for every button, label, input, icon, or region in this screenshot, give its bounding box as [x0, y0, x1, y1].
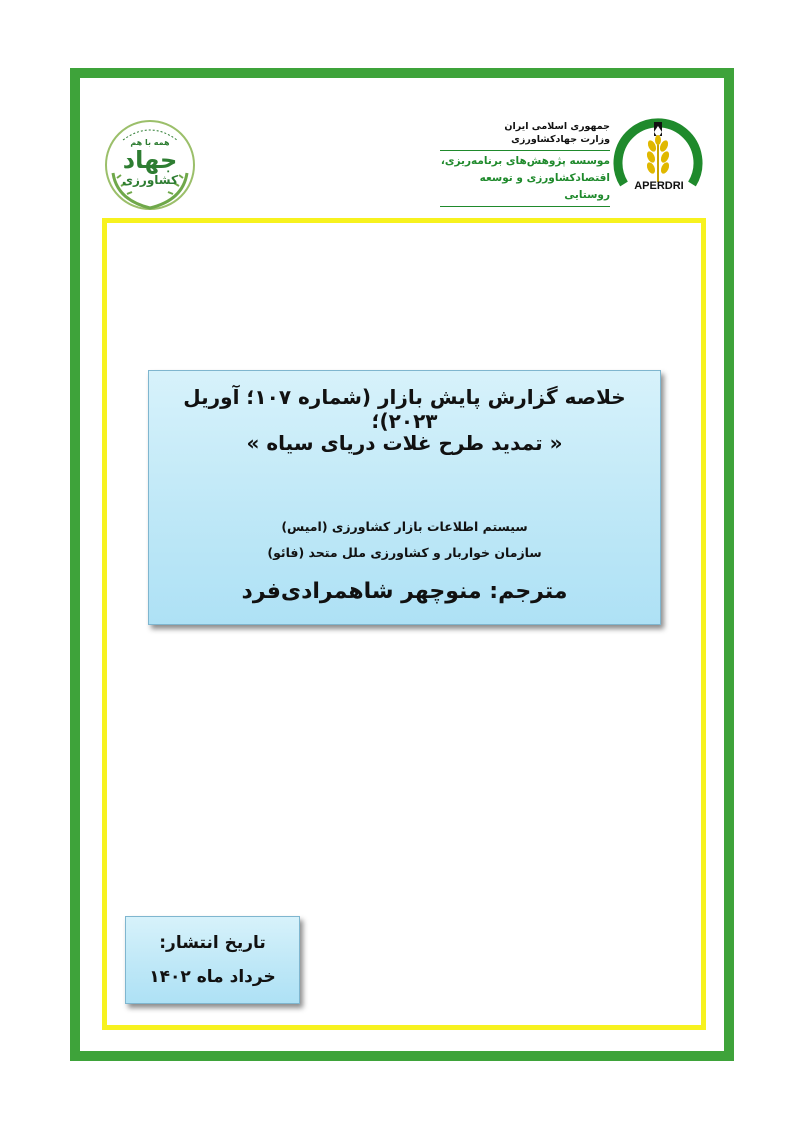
- report-title-box: [148, 370, 661, 625]
- translator-credit: مترجم: منوچهر شاهمرادی‌فرد: [241, 579, 568, 604]
- report-title-line1: خلاصه گزارش پایش بازار (شماره ۱۰۷؛ آوریل ۲۰۲۳)؛: [183, 385, 626, 433]
- report-title-line2: « تمدید طرح غلات دریای سیاه »: [246, 431, 563, 455]
- aperdri-acronym: APERDRI: [634, 180, 684, 192]
- institute-name-line2: اقتصادکشاورزی و توسعه روستایی: [440, 170, 610, 207]
- header-organization: [440, 120, 610, 207]
- ministry-name: وزارت جهادکشاورزی: [511, 134, 610, 145]
- left-logo-text: [112, 138, 188, 187]
- government-name: جمهوری اسلامی ایران: [504, 121, 610, 132]
- publication-date-label: تاریخ انتشار:: [159, 933, 266, 953]
- source-system: سیستم اطلاعات بازار کشاورزی (امیس): [281, 519, 528, 534]
- left-logo-word1: جهاد: [122, 146, 178, 174]
- source-organization: سازمان خواربار و کشاورزی ملل متحد (فائو): [267, 545, 542, 560]
- institute-name-line1: موسسه پژوهش‌های برنامه‌ریزی،: [440, 150, 610, 170]
- left-logo-tagline: همه با هم: [130, 138, 170, 147]
- left-logo-word2: کشاورزی: [122, 173, 178, 187]
- publication-date-value: خرداد ماه ۱۴۰۲: [149, 967, 276, 987]
- publication-date-box: [125, 916, 300, 1004]
- aperdri-logo: [610, 112, 706, 208]
